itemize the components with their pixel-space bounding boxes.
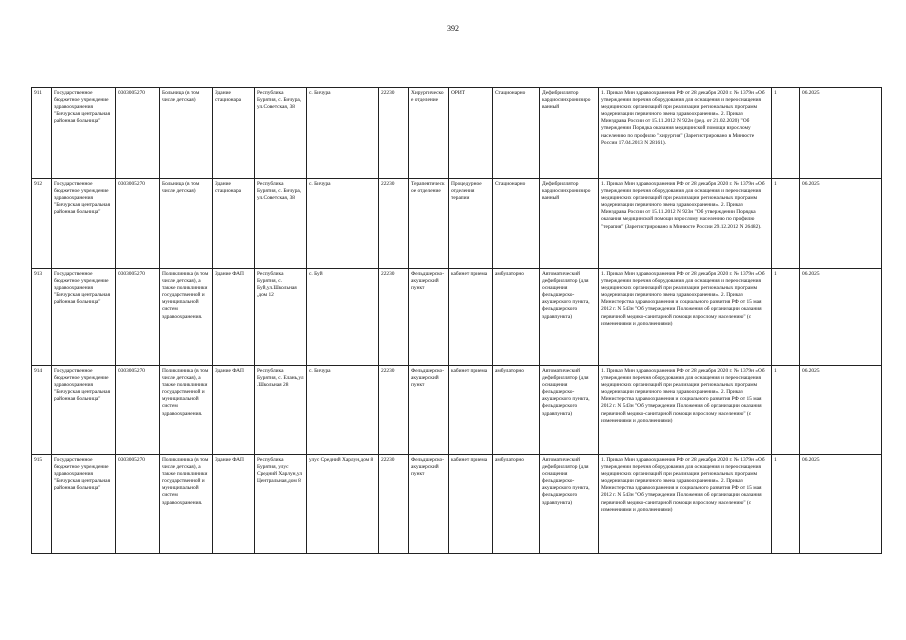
address: Республика Бурятия, с. Бичура, ул.Советская, 38 <box>255 88 307 179</box>
row-number: 914 <box>32 366 52 455</box>
delivery-date: 06.2025 <box>800 269 882 366</box>
care-conditions: амбулаторно <box>493 269 540 366</box>
row-number: 915 <box>32 455 52 554</box>
room-name: ОРИТ <box>449 88 493 179</box>
care-conditions: Стационарно <box>493 88 540 179</box>
building-name: Здание ФАП <box>213 269 255 366</box>
unit-name: Фельдшерско-акушерский пункт <box>409 269 449 366</box>
quantity: 1 <box>772 88 800 179</box>
address: Республика Бурятия, улус Средний Харлун,ул Центральная,дом 8 <box>255 455 307 554</box>
equipment-name: Дефибриллятор кардиосинхронизиро ванный <box>540 179 599 269</box>
building-name: Здание стационара <box>213 179 255 269</box>
organization-name: Государственное бюджетное учреждение здравоохранения "Бичурская центральная районная больница" <box>52 455 116 554</box>
organization-code: 0303005270 <box>116 179 160 269</box>
equipment-table <box>31 87 882 554</box>
organization-name: Государственное бюджетное учреждение здравоохранения "Бичурская центральная районная больница" <box>52 366 116 455</box>
row-number: 912 <box>32 179 52 269</box>
page-number: 392 <box>447 24 459 33</box>
postcode: 22230 <box>379 88 409 179</box>
quantity: 1 <box>772 455 800 554</box>
care-conditions: амбулаторно <box>493 366 540 455</box>
quantity: 1 <box>772 366 800 455</box>
unit-name: Терапевтическое отделение <box>409 179 449 269</box>
building-name: Здание стационара <box>213 88 255 179</box>
table-row <box>32 455 882 554</box>
care-conditions: амбулаторно <box>493 455 540 554</box>
settlement: с. Бичура <box>307 366 379 455</box>
organization-code: 0303005270 <box>116 269 160 366</box>
postcode: 22230 <box>379 455 409 554</box>
equipment-name: Автоматический дефибриллятор (для оснащения фельдшерско-акушерского пункта, фельдшерского здравпункта) <box>540 366 599 455</box>
table-row <box>32 179 882 269</box>
delivery-date: 06.2025 <box>800 366 882 455</box>
room-name: кабинет приема <box>449 269 493 366</box>
postcode: 22230 <box>379 269 409 366</box>
regulatory-basis: 1. Приказ Мин здравоохранения РФ от 28 декабря 2020 г. № 1379н «Об утверждении перечня оборудования для оснащения и переоснащения медицинских организаций при реализации региональных программ модернизации первичного звена здравоохранения». 2. Приказ Министерства здравоохранения и социального развития РФ от 15 мая 2012 г. N 543н "Об утверждении Положения об организации оказания первичной медико-санитарной помощи взрослому населению" (с изменениями и дополнениями) <box>599 366 772 455</box>
row-number: 913 <box>32 269 52 366</box>
quantity: 1 <box>772 179 800 269</box>
settlement: с. Бичура <box>307 179 379 269</box>
organization-code: 0303005270 <box>116 88 160 179</box>
equipment-name: Автоматический дефибриллятор (для оснащения фельдшерско-акушерского пункта, фельдшерского здравпункта) <box>540 269 599 366</box>
subdivision-type: Поликлиника (в том числе детская), а также поликлиники государственной и муниципальной систем здравоохранения. <box>160 269 213 366</box>
table-row <box>32 88 882 179</box>
equipment-name: Автоматический дефибриллятор (для оснащения фельдшерско-акушерского пункта, фельдшерского здравпункта) <box>540 455 599 554</box>
room-name: кабинет приема <box>449 455 493 554</box>
delivery-date: 06.2025 <box>800 455 882 554</box>
settlement: с. Бичура <box>307 88 379 179</box>
settlement: улус Средний Харлун,дом 8 <box>307 455 379 554</box>
organization-code: 0303005270 <box>116 455 160 554</box>
regulatory-basis: 1. Приказ Мин здравоохранения РФ от 28 декабря 2020 г. № 1379н «Об утверждении перечня оборудования для оснащения и переоснащения медицинских организаций при реализации региональных программ модернизации первичного звена здравоохранения». 2. Приказ Минздрава России от 15.11.2012 N 922н (ред. от 21.02.2020) "Об утверждении Порядка оказания медицинской помощи взрослому населению по профилю "хирургия" (Зарегистрировано в Минюсте России 17.04.2013 N 28161). <box>599 88 772 179</box>
unit-name: Фельдшерско-акушерский пункт <box>409 366 449 455</box>
regulatory-basis: 1. Приказ Мин здравоохранения РФ от 28 декабря 2020 г. № 1379н «Об утверждении перечня оборудования для оснащения и переоснащения медицинских организаций при реализации региональных программ модернизации первичного звена здравоохранения». 2. Приказ Минздрава России от 15.11.2012 N 923н "Об утверждении Порядка оказания медицинской помощи взрослому населению по профилю "терапия" (Зарегистрировано в Минюсте России 29.12.2012 N 26482). <box>599 179 772 269</box>
unit-name: Хирургическое отделение <box>409 88 449 179</box>
row-number: 911 <box>32 88 52 179</box>
room-name: кабинет приема <box>449 366 493 455</box>
address: Республика Бурятия, с. Бичура, ул.Советская, 38 <box>255 179 307 269</box>
regulatory-basis: 1. Приказ Мин здравоохранения РФ от 28 декабря 2020 г. № 1379н «Об утверждении перечня оборудования для оснащения и переоснащения медицинских организаций при реализации региональных программ модернизации первичного звена здравоохранения». 2. Приказ Министерства здравоохранения и социального развития РФ от 15 мая 2012 г. N 543н "Об утверждении Положения об организации оказания первичной медико-санитарной помощи взрослому населению" (с изменениями и дополнениями) <box>599 269 772 366</box>
building-name: Здание ФАП <box>213 455 255 554</box>
organization-code: 0303005270 <box>116 366 160 455</box>
building-name: Здание ФАП <box>213 366 255 455</box>
unit-name: Фельдшерско-акушерский пункт <box>409 455 449 554</box>
table-row <box>32 366 882 455</box>
delivery-date: 06.2025 <box>800 179 882 269</box>
subdivision-type: Поликлиника (в том числе детская), а также поликлиники государственной и муниципальной систем здравоохранения. <box>160 366 213 455</box>
postcode: 22230 <box>379 366 409 455</box>
subdivision-type: Поликлиника (в том числе детская), а также поликлиники государственной и муниципальной систем здравоохранения. <box>160 455 213 554</box>
delivery-date: 06.2025 <box>800 88 882 179</box>
quantity: 1 <box>772 269 800 366</box>
address: Республика Бурятия, с. Елань,ул .Школьная 28 <box>255 366 307 455</box>
subdivision-type: Больница (в том числе детская) <box>160 88 213 179</box>
equipment-name: Дефибриллятор кардиосинхронизиро ванный <box>540 88 599 179</box>
postcode: 22230 <box>379 179 409 269</box>
address: Республика Бурятия, с. Буй,ул.Школьная ,дом 12 <box>255 269 307 366</box>
regulatory-basis: 1. Приказ Мин здравоохранения РФ от 28 декабря 2020 г. № 1379н «Об утверждении перечня оборудования для оснащения и переоснащения медицинских организаций при реализации региональных программ модернизации первичного звена здравоохранения». 2. Приказ Министерства здравоохранения и социального развития РФ от 15 мая 2012 г. N 543н "Об утверждении Положения об организации оказания первичной медико-санитарной помощи взрослому населению" (с изменениями и дополнениями) <box>599 455 772 554</box>
organization-name: Государственное бюджетное учреждение здравоохранения "Бичурская центральная районная больница" <box>52 88 116 179</box>
room-name: Процедурное отделения терапии <box>449 179 493 269</box>
table-row <box>32 269 882 366</box>
subdivision-type: Больница (в том числе детская) <box>160 179 213 269</box>
organization-name: Государственное бюджетное учреждение здравоохранения "Бичурская центральная районная больница" <box>52 179 116 269</box>
settlement: с. Буй <box>307 269 379 366</box>
care-conditions: Стационарно <box>493 179 540 269</box>
organization-name: Государственное бюджетное учреждение здравоохранения "Бичурская центральная районная больница" <box>52 269 116 366</box>
